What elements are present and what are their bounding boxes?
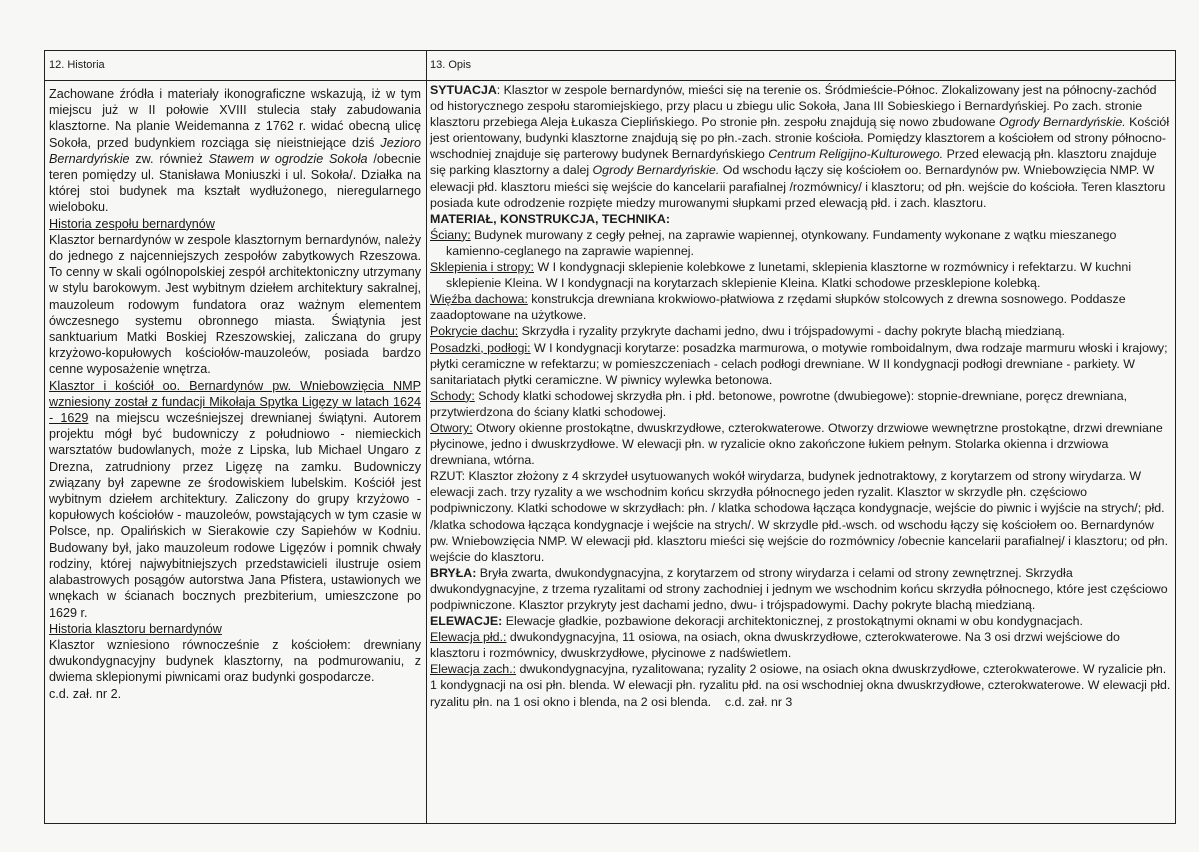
- floors-paragraph: Posadzki, podłogi: W I kondygnacji korytarze: posadzka marmurowa, o motywie romboidalnym, dwa rodzaje marmuru włoski i krajowy; płytki ceramiczne w refektarzu; w pomieszczeniach - celach podłogi drewniane. W II kondygnacji podłogi drewniane - parkiety. W sanitariatach płytki ceramiczne. W piwnicy wylewka betonowa.: [430, 340, 1168, 387]
- roof-truss-paragraph: Więźba dachowa: konstrukcja drewniana krokwiowo-płatwiowa z rzędami słupków stolcowych z drewna sosnowego. Poddasze zaadoptowane na użytkowe.: [430, 292, 1126, 323]
- plan-paragraph: RZUT: Klasztor złożony z 4 skrzydeł usytuowanych wokół wirydarza, budynek jednotraktowy, z korytarzem od strony wirydarza. W elewacji zach. trzy ryzality a we wschodnim końcu skrzydła północnego jeden ryzalit. Klasztor w skrzydle płn. częściowo podpiwniczony. Klatki schodowe w skrzydłach: płn. / klatka schodowa łącząca kondygnacje, wejście do piwnic i wyjście na strych/; płd. /klatka schodowa łącząca kondygnacje i wejście na strych/. W skrzydle płd.-wsch. od wschodu łączy się kościołem oo. Bernardynów pw. Wniebowzięcia NMP. W elewacji płd. klasztoru mieści się wejście do rozmównicy /obecnie kancelarii parafialnej/ i klasztoru; od płn. wejście do klasztoru.: [430, 469, 1169, 564]
- south-elevation-paragraph: Elewacja płd.: dwukondygnacyjna, 11 osiowa, na osiach, okna dwuskrzydłowe, czterokwaterowe. Na 3 osi drzwi wejściowe do klasztoru i rozmównicy, dwuskrzydłowe, płycinowe z nadświetlem.: [430, 630, 1120, 661]
- history-ensemble-subheading: Historia zespołu bernardynów: [49, 216, 215, 231]
- description-body: [430, 81, 1171, 710]
- history-heading: 12. Historia: [45, 51, 426, 81]
- history-intro-paragraph: Zachowane źródła i materiały ikonograficzne wskazują, iż w tym miejscu już w II połowie XVIII stulecia stały zabudowania klasztorne. Na planie Weidemanna z 1762 r. widać obecną ulicę Sokoła, przed budynkiem rozciąga się nieistniejące dziś Jezioro Bernardyńskie zw. również Stawem w ogrodzie Sokoła /obecnie teren pomiędzy ul. Stanisława Moniuszki i ul. Sokoła/. Działka na której stoi budynek ma kształt wydłużonego, nieregularnego wieloboku.: [49, 87, 421, 215]
- history-monastery-paragraph: Klasztor wzniesiono równocześnie z kościołem: drewniany dwukondygnacyjny budynek klasztorny, na podmurowaniu, z dwiema sklepionymi piwnicami oraz budynki gospodarcze.: [49, 637, 421, 685]
- document-frame: [44, 50, 1176, 824]
- west-elevation-paragraph: Elewacja zach.: dwukondygnacyjna, ryzalitowana; ryzality 2 osiowe, na osiach okna dwuskrzydłowe, czterokwaterowe. W ryzalicie płn. 1 kondygnacji na osi płn. blenda. W elewacji płn. ryzalitu płd. na osi wschodniej okna dwuskrzydłowe, czterokwaterowe. W elewacji płd. ryzalitu płn. na 1 osi okno i blenda, na 2 osi blenda. c.d. zał. nr 3: [430, 662, 1171, 709]
- vaults-paragraph: Sklepienia i stropy: W I kondygnacji sklepienie kolebkowe z lunetami, sklepienia klasztorne w rozmównicy i refektarzu. W kuchni sklepienie Kleina. W I kondygnacji na korytarzach sklepienie Kleina. Klatki schodowe przesklepione kolebką.: [430, 260, 1132, 291]
- description-heading: 13. Opis: [427, 51, 1175, 81]
- materials-heading: MATERIAŁ, KONSTRUKCJA, TECHNIKA:: [430, 211, 671, 226]
- description-continuation-note: c.d. zał. nr 3: [724, 694, 793, 709]
- elevations-paragraph: ELEWACJE: Elewacje gładkie, pozbawione dekoracji architektonicznej, z prostokątnymi oknami w obu kondygnacjach.: [430, 614, 1083, 629]
- roofing-paragraph: Pokrycie dachu: Skrzydła i ryzality przykryte dachami jedno, dwu i trójspadowymi - dachy pokryte blachą miedzianą.: [430, 324, 1065, 339]
- history-body: [49, 81, 421, 702]
- description-column: [427, 51, 1175, 823]
- openings-paragraph: Otwory: Otwory okienne prostokątne, dwuskrzydłowe, czterokwaterowe. Otworzy drzwiowe wewnętrzne prostokątne, drzwi drewniane płycinowe, jedno i dwuskrzydłowe. W elewacji płn. w ryzalicie okno zakończone łukiem pełnym. Stolarka okienna i drzwiowa drewniana, wtórna.: [430, 420, 1163, 468]
- history-continuation-note: c.d. zał. nr 2.: [49, 686, 122, 701]
- situation-paragraph: SYTUACJA: Klasztor w zespole bernardynów, mieści się na terenie os. Śródmieście-Północ. Zlokalizowany jest na północny-zachód od historycznego zespołu staromiejskiego, przy placu u zbiegu ulic Sokoła, Jana III Sobieskiego i Bernardyńskiej. Po zach. stronie klasztoru przebiega Aleja Łukasza Cieplińskiego. Po stronie płn. zespołu znajdują się nowo zbudowane Ogrody Bernardyńskie. Kościół jest orientowany, budynki klasztorne znajdują się po płn.-zach. stronie kościoła. Pomiędzy klasztorem a kościołem od strony północno-wschodniej znajduje się parterowy budynek Bernardyńskiego Centrum Religijno-Kulturowego. Przed elewacją płn. klasztoru znajduje się parking klasztorny a dalej Ogrody Bernardyńskie. Od wschodu łączy się kościołem oo. Bernardynów pw. Wniebowzięcia NMP. W elewacji płd. klasztoru mieści się wejście do kancelarii parafialnej /rozmównicy/ i klasztoru; od płn. wejście do kościoła. Teren klasztoru posiada kute odrodzenie rozpięte miedzy murowanymi słupkami przed elewacją płd. i zach. klasztoru.: [430, 83, 1170, 210]
- walls-paragraph: Ściany: Budynek murowany z cegły pełnej, na zaprawie wapiennej, otynkowany. Fundamenty wykonane z wątku mieszanego kamienno-ceglanego na zaprawie wapiennej.: [430, 227, 1117, 258]
- history-church-paragraph: Klasztor i kościół oo. Bernardynów pw. Wniebowzięcia NMP wzniesiony został z fundacji Mikołaja Spytka Ligęzy w latach 1624 - 1629 na miejscu wcześniejszej drewnianej świątyni. Autorem projektu mógł być budowniczy z południowo - niemieckich warsztatów budowlanych, może z Lipska, lub Michael Ungaro z Drezna, zatrudniony przez Ligęzę na zamku. Budowniczy związany był zapewne ze środowiskiem lubelskim. Kościół jest wybitnym dziełem architektury. Zaliczony do grupy krzyżowo - kopułowych kościołów - mauzoleów, powstających w tym czasie w Polsce, np. Opalińskich w Sierakowie czy Sapiehów w Kodniu. Budowany był, jako mauzoleum rodowe Ligęzów i pomnik chwały rodziny, której najwybitniejszych przedstawicieli ilustruje osiem alabastrowych posągów autorstwa Jana Pfistera, ustawionych we wnękach w ścianach bocznych prezbiterium, umieszczone po 1629 r.: [49, 378, 421, 620]
- mass-paragraph: BRYŁA: Bryła zwarta, dwukondygnacyjna, z korytarzem od strony wirydarza i celami od strony zewnętrznej. Skrzydła dwukondygnacyjne, z trzema ryzalitami od strony zachodniej i jednym we wschodnim końcu skrzydła północnego, które jest częściowo podpiwniczone. Klasztor przykryty jest dachami jedno, dwu- i trójspadowymi. Dachy pokryte blachą miedzianą.: [430, 565, 1168, 612]
- history-column: [45, 51, 427, 823]
- history-monastery-subheading: Historia klasztoru bernardynów: [49, 621, 222, 636]
- history-ensemble-paragraph: Klasztor bernardynów w zespole klasztornym bernardynów, należy do jednego z najcenniejszych zespołów zabytkowych Rzeszowa. To cenny w skali ogólnopolskiej zespół architektoniczny utrzymany w stylu barokowym. Jest wybitnym dziełem architektury sakralnej, mauzoleum rodowym fundatora oraz ważnym elementem ówczesnego systemu obronnego miasta. Świątynia jest sanktuarium Matki Boskiej Rzeszowskiej, zaliczana do grupy krzyżowo-kopułowych kościołów-mauzoleów, posiada bardzo cenne wyposażenie wnętrza.: [49, 232, 421, 377]
- stairs-paragraph: Schody: Schody klatki schodowej skrzydła płn. i płd. betonowe, powrotne (dwubiegowe): stopnie-drewniane, poręcz drewniana, przytwierdzona do ściany klatki schodowej.: [430, 388, 1128, 419]
